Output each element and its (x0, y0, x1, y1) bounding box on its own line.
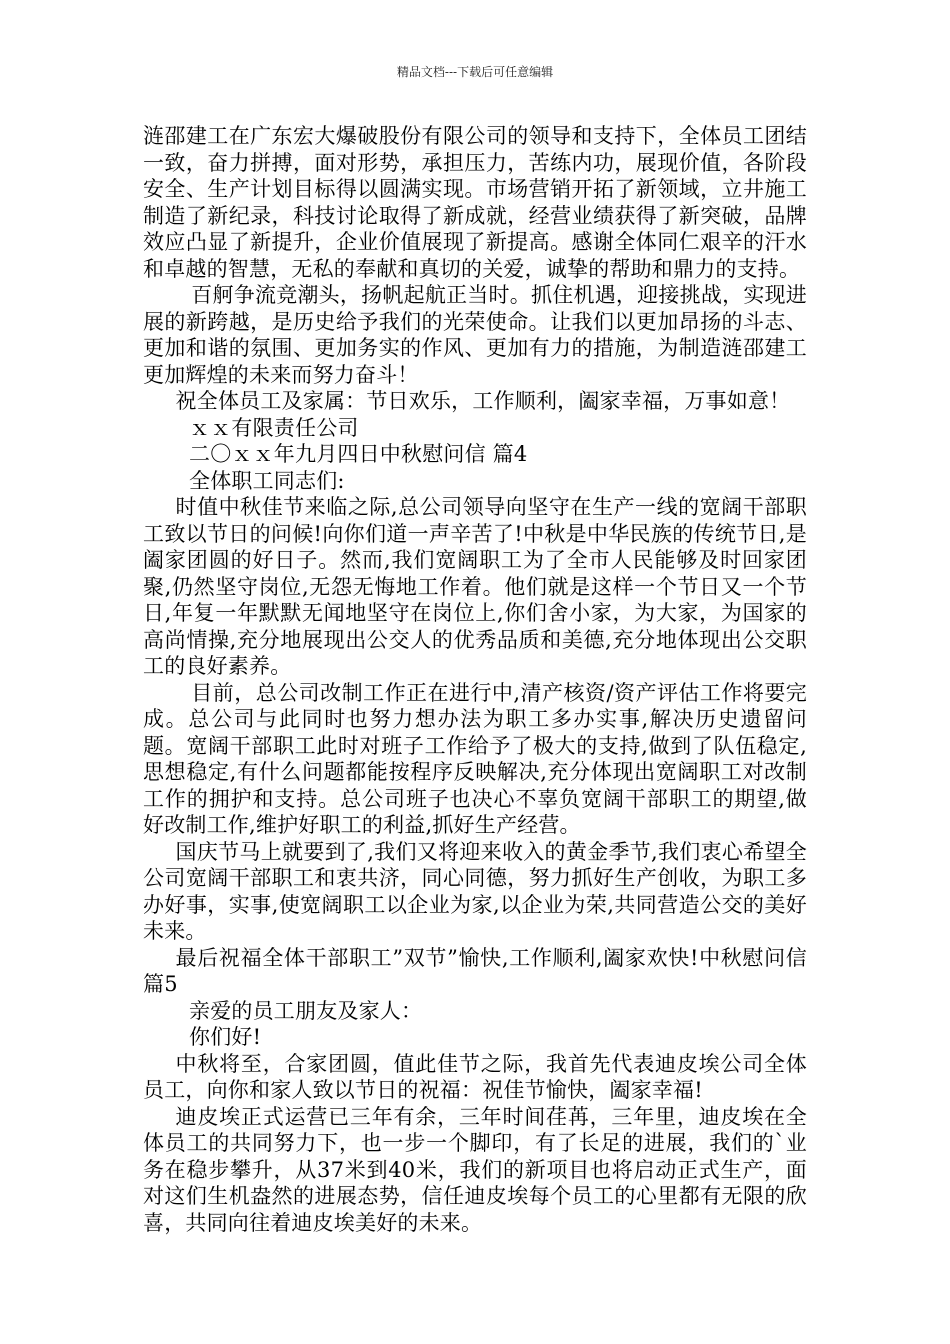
paragraph-1: 涟邵建工在广东宏大爆破股份有限公司的领导和支持下，全体员工团结一致，奋力拼搏，面对形势，承担压力，苦练内功，展现价值，各阶段安全、生产计划目标得以圆满实现。市场营销开拓了新领域，立井施工制造了新纪录，科技讨论取得了新成就，经营业绩获得了新突破，品牌效应凸显了新提升，企业价值展现了新提高。感谢全体同仁艰辛的汗水和卓越的智慧，无私的奉献和真切的关爱，诚挚的帮助和鼎力的支持。 (143, 124, 807, 281)
paragraph-8: 中秋将至，合家团圆，值此佳节之际，我首先代表迪皮埃公司全体员工，向你和家人致以节日的祝福：祝佳节愉快，阖家幸福! (143, 1051, 807, 1102)
paragraph-9: 迪皮埃正式运营已三年有余，三年时间荏苒，三年里，迪皮埃在全体员工的共同努力下，也一步一个脚印，有了长足的进展，我们的`业务在稳步攀升，从37米到40米，我们的新项目也将启动正式生产，面对这们生机盎然的进展态势，信任迪皮埃每个员工的心里都有无限的欣喜，共同向往着迪皮埃美好的未来。 (143, 1104, 807, 1235)
paragraph-2: 百舸争流竞潮头，扬帆起航正当时。抓住机遇，迎接挑战，实现进展的新跨越，是历史给予我们的光荣使命。让我们以更加昂扬的斗志、更加和谐的氛围、更加务实的作风、更加有力的措施，为制造涟邵建工更加辉煌的未来而努力奋斗！ (143, 283, 807, 387)
paragraph-3: 祝全体员工及家属：节日欢乐，工作顺利，阖家幸福，万事如意！ (175, 389, 791, 413)
paragraph-5: 目前，总公司改制工作正在进行中,清产核资/资产评估工作将要完成。总公司与此同时也努力想办法为职工多办实事,解决历史遗留问题。宽阔干部职工此时对班子工作给予了极大的支持,做到了队伍稳定,思想稳定,有什么问题都能按程序反映解决,充分体现出宽阔职工对改制工作的拥护和支持。总公司班子也决心不辜负宽阔干部职工的期望,做好改制工作,维护好职工的利益,抓好生产经营。 (143, 680, 807, 837)
salutation: 全体职工同志们: (189, 468, 345, 493)
paragraph-6: 国庆节马上就要到了,我们又将迎来收入的黄金季节,我们衷心希望全公司宽阔干部职工和衷共济，同心同德，努力抓好生产创收，为职工多办好事，实事,使宽阔职工以企业为家,以企业为荣,共同营造公交的美好未来。 (143, 839, 807, 943)
page-header: 精品文档---下载后可任意编辑 (396, 65, 554, 79)
document-body (143, 123, 807, 1236)
date-and-section-title: 二〇ｘｘ年九月四日中秋慰问信 篇4 (189, 442, 528, 466)
paragraph-7: 最后祝福全体干部职工”双节”愉快,工作顺利,阖家欢快!中秋慰问信 篇5 (143, 945, 807, 996)
paragraph-4: 时值中秋佳节来临之际,总公司领导向坚守在生产一线的宽阔干部职工致以节日的问候!向你们道一声辛苦了!中秋是中华民族的传统节日,是阖家团圆的好日子。然而,我们宽阔职工为了全市人民能够及时回家团聚,仍然坚守岗位,无怨无悔地工作着。他们就是这样一个节日又一个节日,年复一年默默无闻地坚守在岗位上,你们舍小家，为大家，为国家的高尚情操,充分地展现出公交人的优秀品质和美德,充分地体现出公交职工的良好素养。 (143, 495, 807, 678)
company-signature: ｘｘ有限责任公司 (189, 415, 359, 440)
salutation-2: 亲爱的员工朋友及家人： (189, 998, 423, 1023)
greeting: 你们好! (189, 1025, 262, 1049)
